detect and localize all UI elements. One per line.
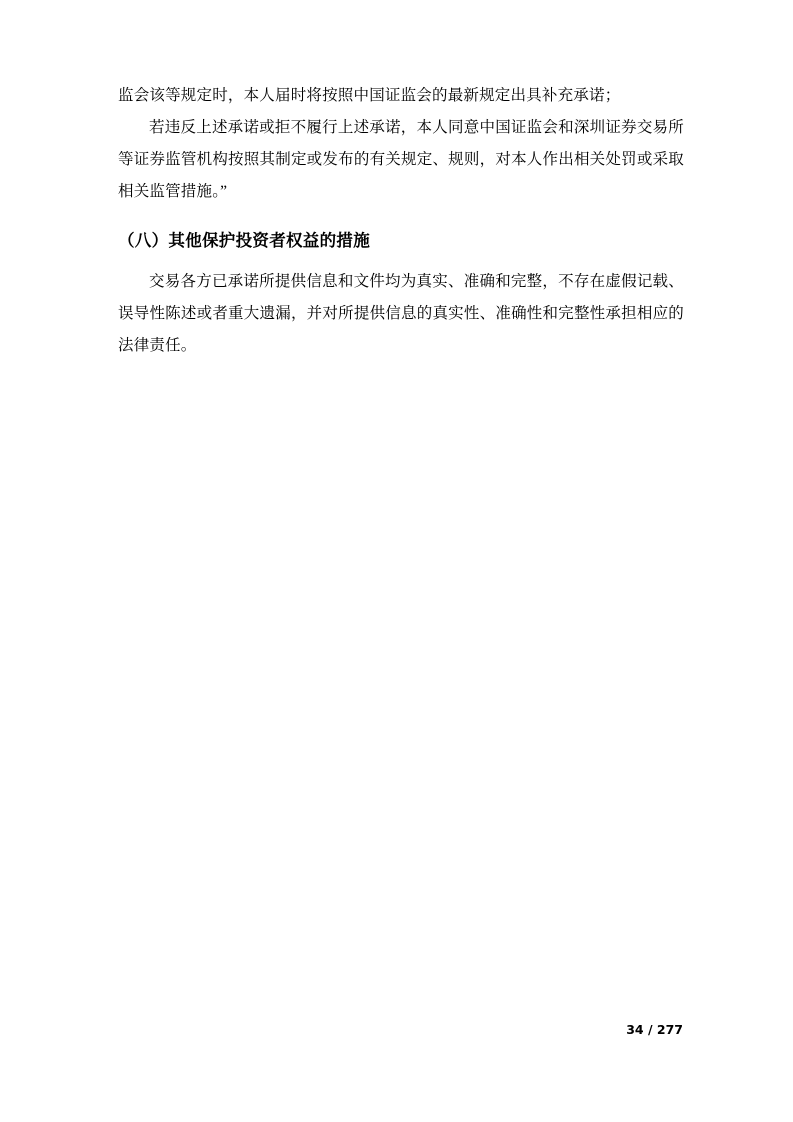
page-footer [0,1022,793,1037]
paragraph-commitment-breach: 若违反上述承诺或拒不履行上述承诺，本人同意中国证监会和深圳证券交易所等证券监管机构按照其制定或发布的有关规定、规则，对本人作出相关处罚或采取相关监管措施。” [118,119,684,200]
paragraph-information-accuracy: 交易各方已承诺所提供信息和文件均为真实、准确和完整，不存在虚假记载、误导性陈述或者重大遗漏，并对所提供信息的真实性、准确性和完整性承担相应的法律责任。 [118,273,684,354]
page-number: 34 / 277 [626,1022,683,1037]
section-heading-investor-protection: （八）其他保护投资者权益的措施 [118,231,370,250]
page-content [118,80,684,362]
paragraph-continuation: 监会该等规定时，本人届时将按照中国证监会的最新规定出具补充承诺； [118,87,621,104]
